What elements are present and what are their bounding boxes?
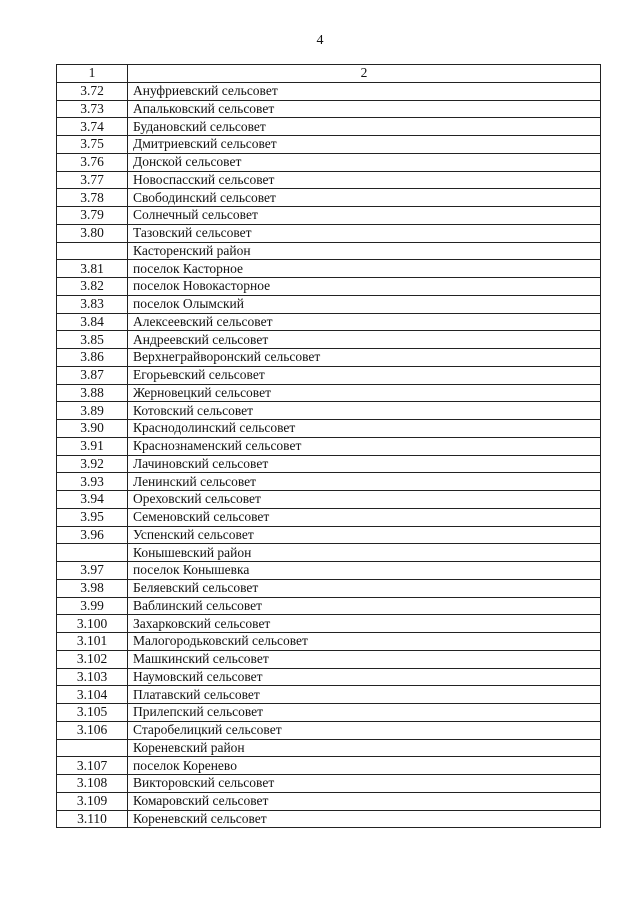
- settlement-name-cell: Будановский сельсовет: [128, 118, 601, 136]
- settlement-name-cell: Семеновский сельсовет: [128, 508, 601, 526]
- row-number-cell: 3.109: [57, 792, 128, 810]
- table-row: [57, 313, 601, 331]
- row-number-cell: 3.88: [57, 384, 128, 402]
- table-row: [57, 295, 601, 313]
- settlement-name-cell: Кореневский сельсовет: [128, 810, 601, 828]
- row-number-cell: 3.100: [57, 615, 128, 633]
- row-number-cell: [57, 242, 128, 260]
- table-row: [57, 224, 601, 242]
- table-row: [57, 118, 601, 136]
- settlement-name-cell: Ленинский сельсовет: [128, 473, 601, 491]
- table-row: [57, 331, 601, 349]
- settlement-name-cell: Викторовский сельсовет: [128, 775, 601, 793]
- table-row: [57, 650, 601, 668]
- row-number-cell: 3.76: [57, 153, 128, 171]
- settlement-name-cell: Андреевский сельсовет: [128, 331, 601, 349]
- table-row: [57, 508, 601, 526]
- settlement-name-cell: Алексеевский сельсовет: [128, 313, 601, 331]
- row-number-cell: 3.72: [57, 82, 128, 100]
- row-number-cell: 3.102: [57, 650, 128, 668]
- settlement-name-cell: Верхнеграйворонский сельсовет: [128, 349, 601, 367]
- column-header-name: 2: [128, 65, 601, 83]
- table-row: [57, 757, 601, 775]
- row-number-cell: 3.92: [57, 455, 128, 473]
- row-number-cell: 3.73: [57, 100, 128, 118]
- row-number-cell: 3.96: [57, 526, 128, 544]
- table-row: [57, 668, 601, 686]
- table-row: [57, 491, 601, 509]
- table-row: [57, 189, 601, 207]
- settlement-name-cell: Апальковский сельсовет: [128, 100, 601, 118]
- row-number-cell: 3.98: [57, 579, 128, 597]
- table-row: [57, 171, 601, 189]
- settlement-name-cell: Платавский сельсовет: [128, 686, 601, 704]
- settlement-name-cell: Старобелицкий сельсовет: [128, 721, 601, 739]
- district-name-cell: Касторенский район: [128, 242, 601, 260]
- row-number-cell: [57, 544, 128, 562]
- settlement-name-cell: Донской сельсовет: [128, 153, 601, 171]
- settlement-name-cell: поселок Касторное: [128, 260, 601, 278]
- row-number-cell: 3.85: [57, 331, 128, 349]
- table-header-row: [57, 65, 601, 83]
- row-number-cell: 3.82: [57, 278, 128, 296]
- table-row: [57, 420, 601, 438]
- row-number-cell: 3.99: [57, 597, 128, 615]
- row-number-cell: 3.93: [57, 473, 128, 491]
- table-row: [57, 207, 601, 225]
- row-number-cell: 3.84: [57, 313, 128, 331]
- row-number-cell: 3.90: [57, 420, 128, 438]
- settlement-name-cell: поселок Новокасторное: [128, 278, 601, 296]
- table-row: [57, 366, 601, 384]
- settlements-table: [56, 64, 601, 828]
- table-row: [57, 437, 601, 455]
- settlement-name-cell: Ваблинский сельсовет: [128, 597, 601, 615]
- settlement-name-cell: Захарковский сельсовет: [128, 615, 601, 633]
- settlement-name-cell: Котовский сельсовет: [128, 402, 601, 420]
- row-number-cell: 3.108: [57, 775, 128, 793]
- settlement-name-cell: Солнечный сельсовет: [128, 207, 601, 225]
- row-number-cell: 3.97: [57, 562, 128, 580]
- page-number: 4: [316, 33, 324, 48]
- table-row: [57, 775, 601, 793]
- row-number-cell: 3.86: [57, 349, 128, 367]
- table-row: [57, 579, 601, 597]
- row-number-cell: 3.81: [57, 260, 128, 278]
- settlement-name-cell: Егорьевский сельсовет: [128, 366, 601, 384]
- table-row: [57, 810, 601, 828]
- table-row: [57, 153, 601, 171]
- table-row: [57, 260, 601, 278]
- table-row: [57, 136, 601, 154]
- row-number-cell: 3.106: [57, 721, 128, 739]
- row-number-cell: 3.103: [57, 668, 128, 686]
- settlement-name-cell: Краснознаменский сельсовет: [128, 437, 601, 455]
- row-number-cell: 3.105: [57, 704, 128, 722]
- table-row: [57, 402, 601, 420]
- row-number-cell: 3.101: [57, 633, 128, 651]
- table-row: [57, 721, 601, 739]
- row-number-cell: 3.74: [57, 118, 128, 136]
- settlement-name-cell: Комаровский сельсовет: [128, 792, 601, 810]
- row-number-cell: 3.104: [57, 686, 128, 704]
- district-name-cell: Конышевский район: [128, 544, 601, 562]
- table-row: [57, 278, 601, 296]
- row-number-cell: 3.79: [57, 207, 128, 225]
- row-number-cell: 3.95: [57, 508, 128, 526]
- settlement-name-cell: поселок Конышевка: [128, 562, 601, 580]
- settlement-name-cell: Прилепский сельсовет: [128, 704, 601, 722]
- table-row: [57, 455, 601, 473]
- settlement-name-cell: Ореховский сельсовет: [128, 491, 601, 509]
- row-number-cell: 3.89: [57, 402, 128, 420]
- row-number-cell: 3.94: [57, 491, 128, 509]
- table-body: [57, 65, 601, 828]
- settlement-name-cell: Наумовский сельсовет: [128, 668, 601, 686]
- settlement-name-cell: поселок Олымский: [128, 295, 601, 313]
- district-heading-row: [57, 242, 601, 260]
- row-number-cell: 3.80: [57, 224, 128, 242]
- table-row: [57, 562, 601, 580]
- row-number-cell: [57, 739, 128, 757]
- settlement-name-cell: Ануфриевский сельсовет: [128, 82, 601, 100]
- settlement-name-cell: Свободинский сельсовет: [128, 189, 601, 207]
- table-row: [57, 526, 601, 544]
- table-row: [57, 384, 601, 402]
- table-row: [57, 82, 601, 100]
- settlement-name-cell: Дмитриевский сельсовет: [128, 136, 601, 154]
- table-row: [57, 473, 601, 491]
- settlement-name-cell: Машкинский сельсовет: [128, 650, 601, 668]
- column-header-number: 1: [57, 65, 128, 83]
- table-row: [57, 704, 601, 722]
- table-row: [57, 633, 601, 651]
- district-heading-row: [57, 544, 601, 562]
- table-row: [57, 349, 601, 367]
- table-row: [57, 597, 601, 615]
- settlement-name-cell: Жерновецкий сельсовет: [128, 384, 601, 402]
- table-row: [57, 615, 601, 633]
- row-number-cell: 3.77: [57, 171, 128, 189]
- table-row: [57, 100, 601, 118]
- district-heading-row: [57, 739, 601, 757]
- settlement-name-cell: Новоспасский сельсовет: [128, 171, 601, 189]
- settlement-name-cell: Малогородьковский сельсовет: [128, 633, 601, 651]
- settlement-name-cell: Беляевский сельсовет: [128, 579, 601, 597]
- settlement-name-cell: Тазовский сельсовет: [128, 224, 601, 242]
- settlement-name-cell: Краснодолинский сельсовет: [128, 420, 601, 438]
- settlement-name-cell: Успенский сельсовет: [128, 526, 601, 544]
- row-number-cell: 3.110: [57, 810, 128, 828]
- row-number-cell: 3.75: [57, 136, 128, 154]
- table-row: [57, 792, 601, 810]
- settlement-name-cell: поселок Коренево: [128, 757, 601, 775]
- row-number-cell: 3.107: [57, 757, 128, 775]
- row-number-cell: 3.78: [57, 189, 128, 207]
- row-number-cell: 3.87: [57, 366, 128, 384]
- row-number-cell: 3.91: [57, 437, 128, 455]
- table-row: [57, 686, 601, 704]
- district-name-cell: Кореневский район: [128, 739, 601, 757]
- row-number-cell: 3.83: [57, 295, 128, 313]
- settlement-name-cell: Лачиновский сельсовет: [128, 455, 601, 473]
